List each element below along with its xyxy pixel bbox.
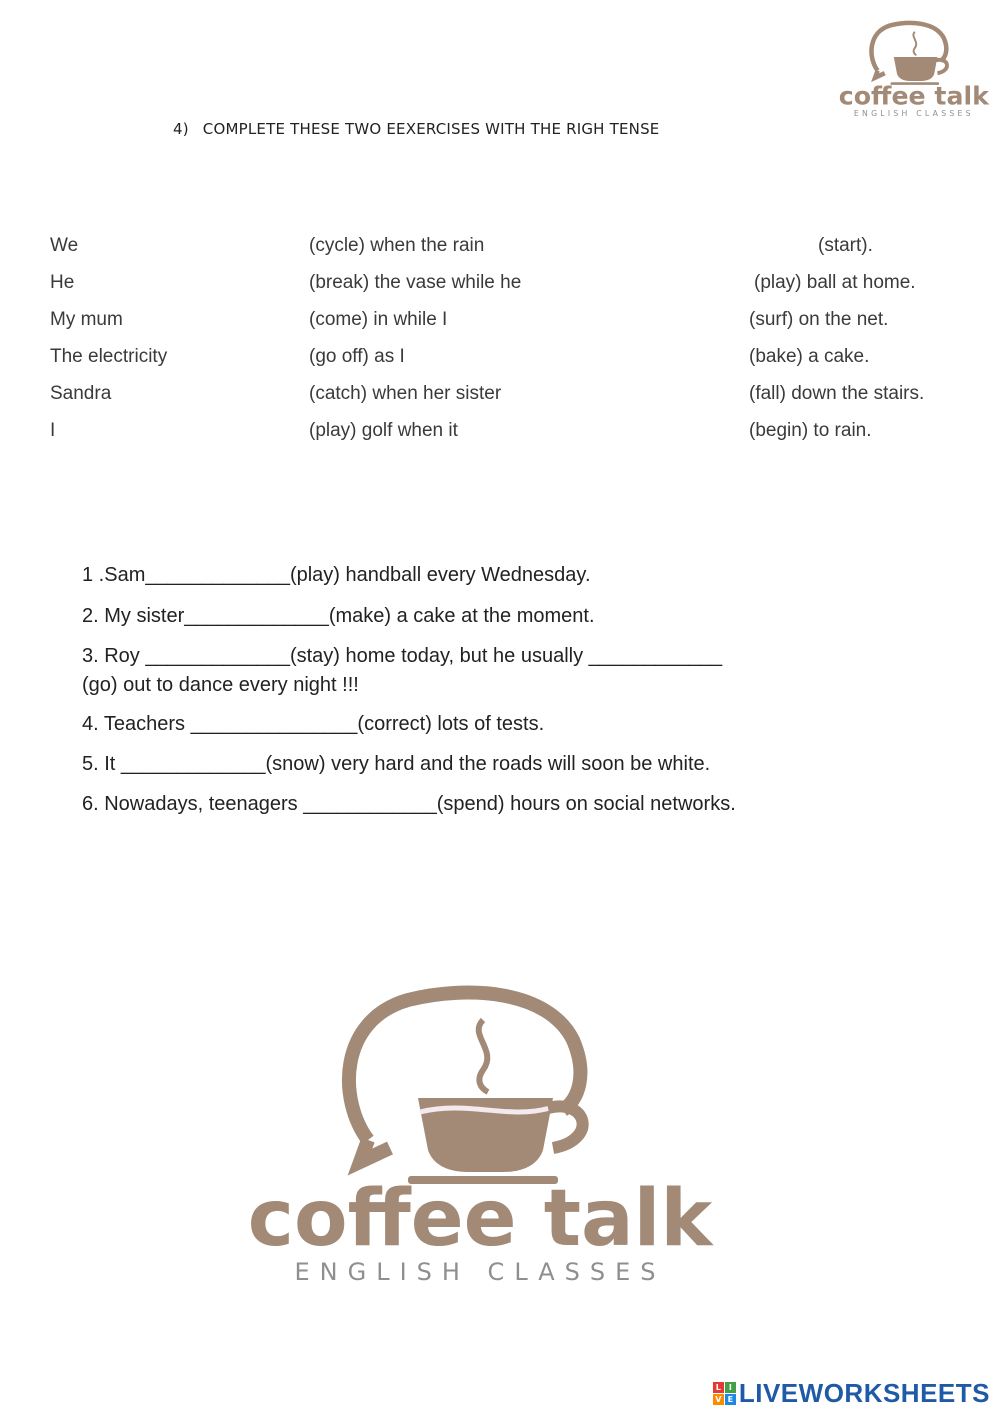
logo-steam — [479, 1020, 488, 1092]
exercise1-row — [0, 420, 1000, 444]
exercise1-row — [0, 309, 1000, 333]
badge-letter: L — [713, 1382, 724, 1393]
logo-brand-text: coffee talk — [247, 1174, 713, 1264]
logo-tagline-text: ENGLISH CLASSES — [294, 1258, 666, 1286]
exercise1-subject: I — [50, 420, 56, 441]
heading-text: COMPLETE THESE TWO EEXERCISES WITH THE RIGH TENSE — [202, 120, 660, 138]
badge-letter: E — [725, 1394, 736, 1405]
exercise1-subject: Sandra — [50, 383, 112, 404]
heading-number: 4) — [173, 120, 189, 138]
exercise1-end: (fall) down the stairs. — [749, 383, 925, 404]
liveworksheets-text: LIVEWORKSHEETS — [738, 1377, 990, 1408]
exercise2-sentence: 2. My sister_____________(make) a cake at the moment. — [82, 605, 595, 627]
liveworksheets-badge-icon — [713, 1382, 736, 1405]
logo-steam — [913, 32, 916, 55]
coffee-talk-logo-small — [838, 17, 989, 121]
logo-cup — [891, 57, 947, 85]
exercise1-middle: (play) golf when it — [309, 420, 458, 441]
exercise2-sentence: 4. Teachers _______________(correct) lots of tests. — [82, 713, 545, 735]
exercise1-row — [0, 383, 1000, 407]
exercise1-end: (begin) to rain. — [749, 420, 872, 441]
exercise1-middle: (come) in while I — [309, 309, 448, 330]
exercise1-row — [0, 272, 1000, 296]
exercise1-end: (play) ball at home. — [754, 272, 916, 293]
exercise2-sentence: 6. Nowadays, teenagers ____________(spend) hours on social networks. — [82, 793, 736, 815]
exercise1-subject: The electricity — [50, 346, 168, 367]
exercise1-end: (start). — [818, 235, 873, 256]
exercise2-sentence: 1 .Sam_____________(play) handball every Wednesday. — [82, 564, 591, 586]
exercise1-end: (bake) a cake. — [749, 346, 870, 367]
logo-brand-text: coffee talk — [838, 81, 989, 111]
exercise2-sentence: 3. Roy _____________(stay) home today, but he usually ____________ — [82, 645, 723, 667]
exercise1-end: (surf) on the net. — [749, 309, 889, 330]
exercise1-subject: My mum — [50, 309, 123, 330]
exercise1-middle: (go off) as I — [309, 346, 405, 367]
exercise1-middle: (cycle) when the rain — [309, 235, 485, 256]
coffee-talk-logo-large — [247, 980, 713, 1290]
logo-cup — [408, 1098, 583, 1184]
exercise1-subject: We — [50, 235, 79, 256]
exercise-heading — [173, 120, 659, 138]
liveworksheets-brand[interactable] — [713, 1378, 990, 1408]
badge-letter: V — [713, 1394, 724, 1405]
exercise1-row — [0, 235, 1000, 259]
exercise1-row — [0, 346, 1000, 370]
exercise1-middle: (break) the vase while he — [309, 272, 522, 293]
badge-letter: I — [725, 1382, 736, 1393]
exercise1-middle: (catch) when her sister — [309, 383, 502, 404]
logo-tagline-text: ENGLISH CLASSES — [853, 108, 974, 118]
exercise1-subject: He — [50, 272, 75, 293]
exercise2-sentence: 5. It _____________(snow) very hard and the roads will soon be white. — [82, 753, 711, 775]
exercise2-sentence-continuation: (go) out to dance every night !!! — [82, 674, 359, 696]
